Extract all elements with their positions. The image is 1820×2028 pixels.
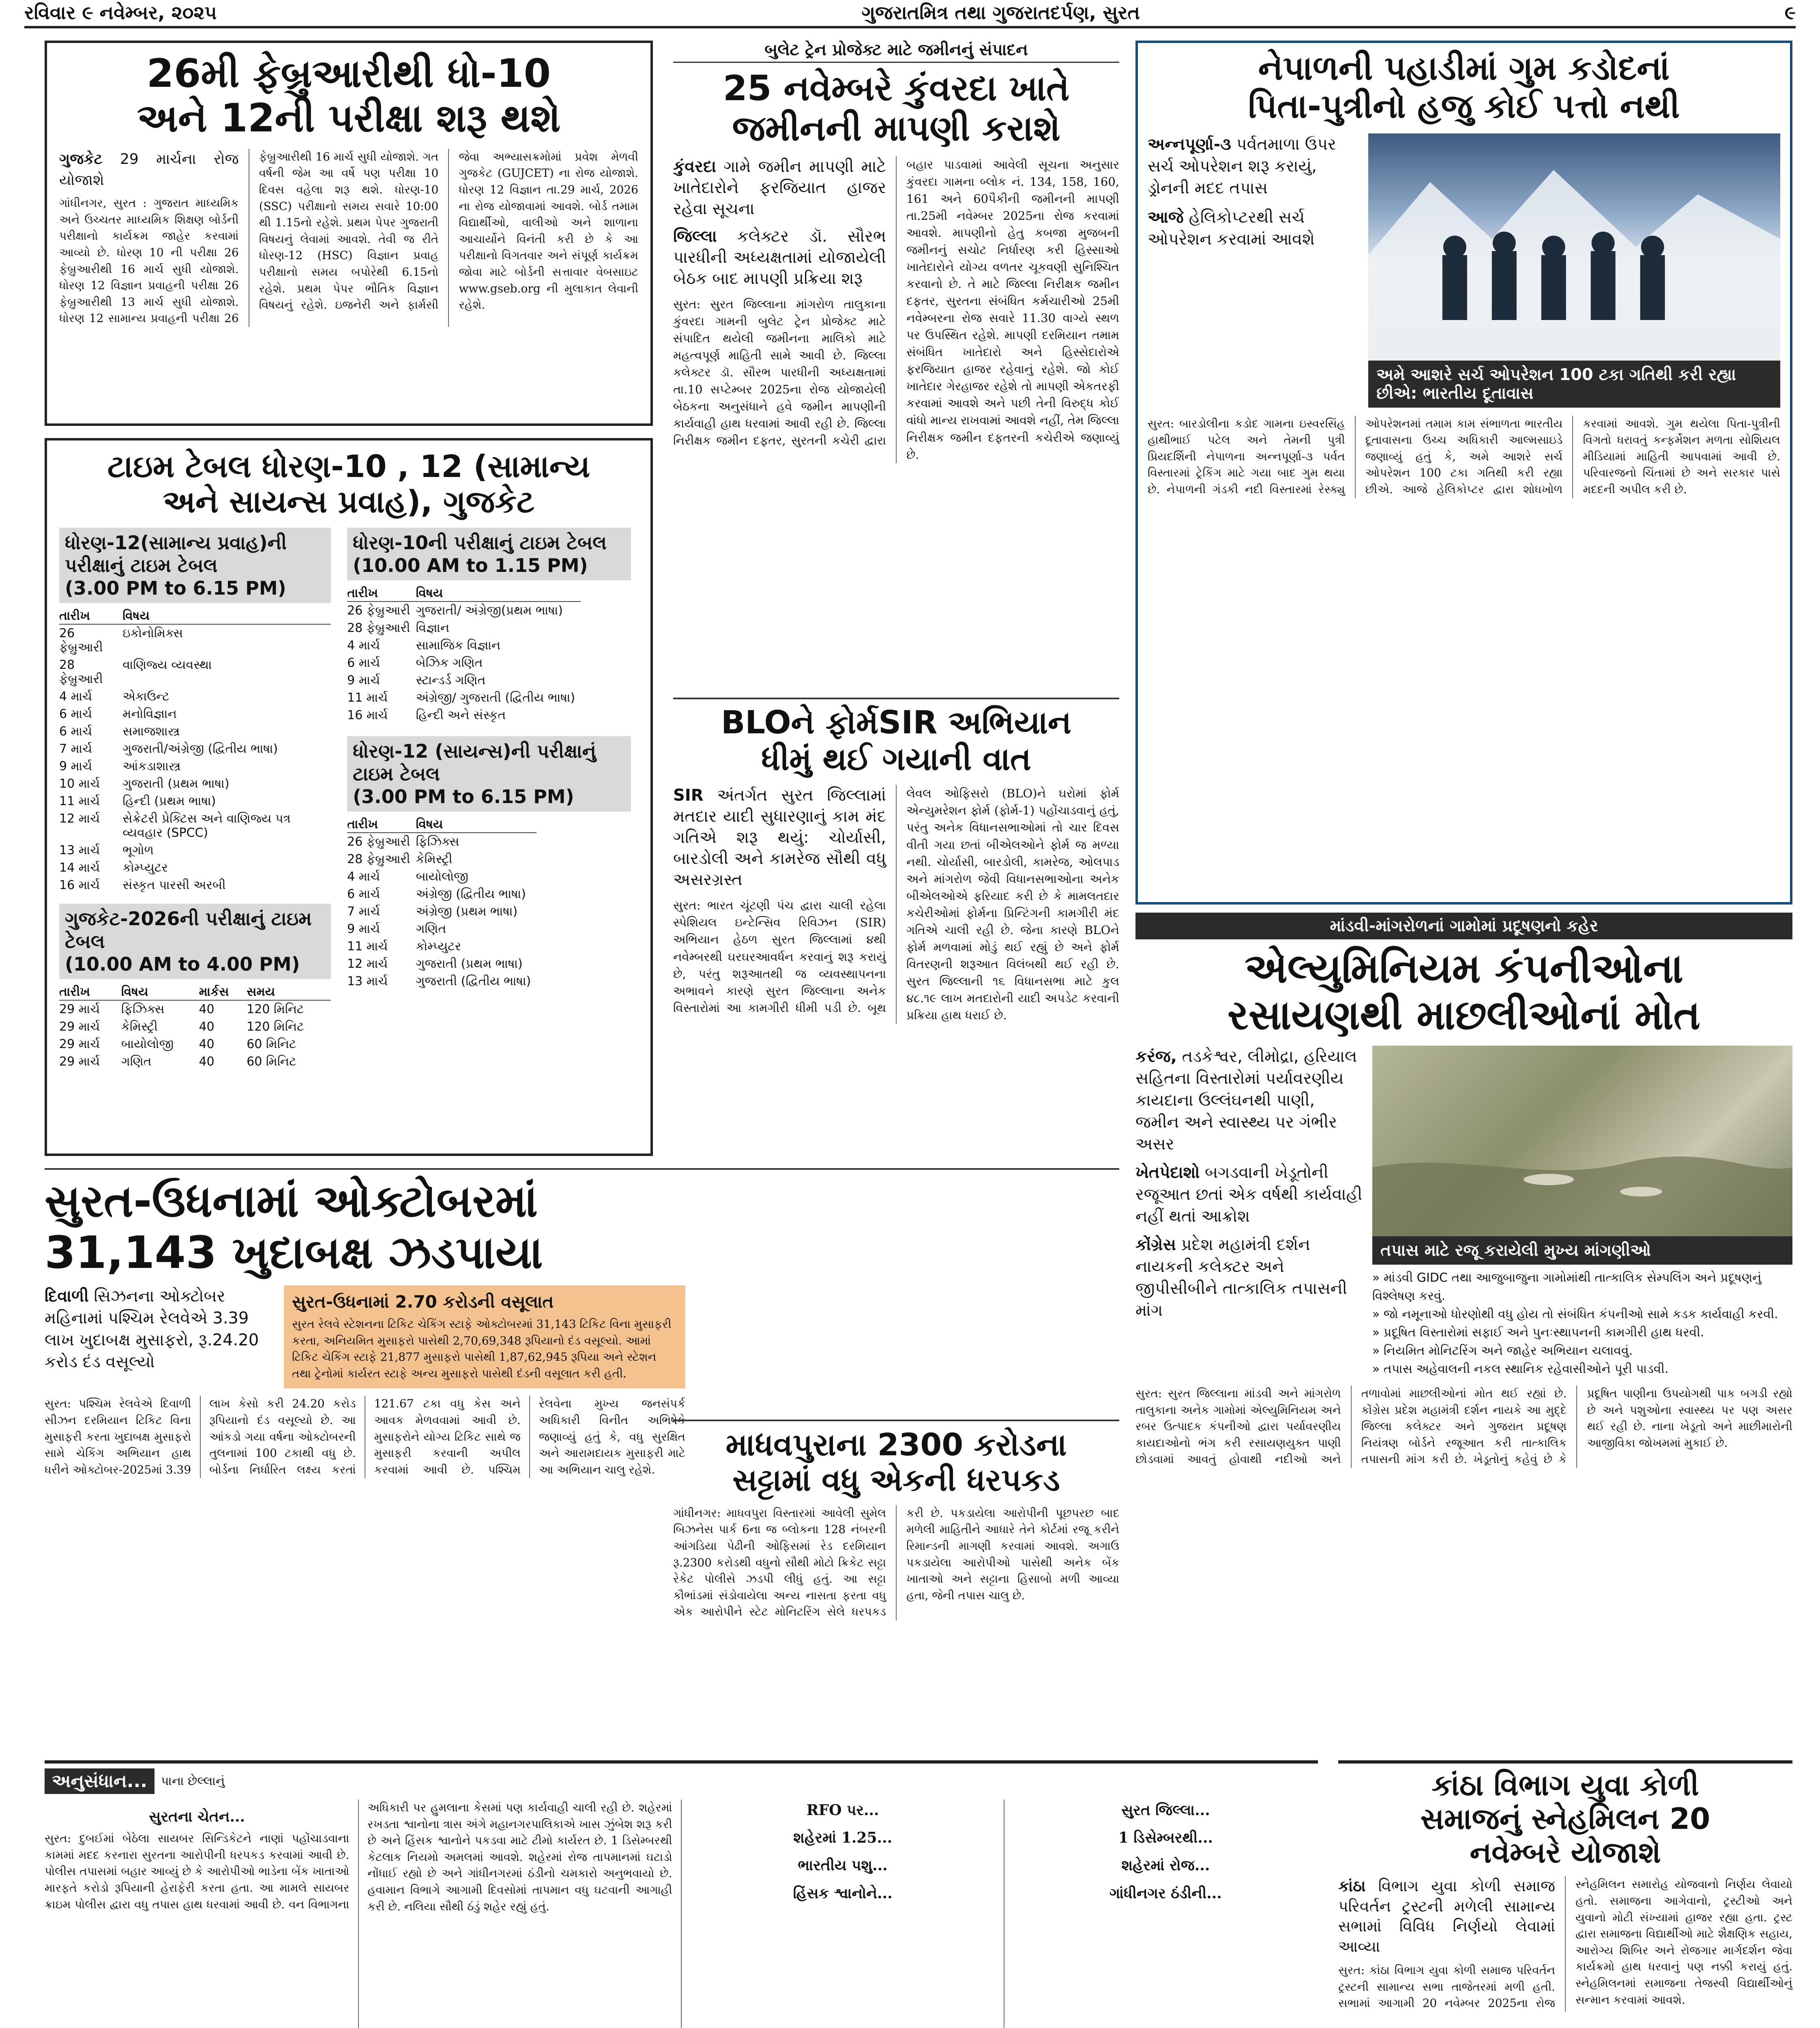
table-row <box>59 624 331 656</box>
udhna-headline-2: 31,143 ખુદાબક્ષ ઝડપાયા <box>45 1226 543 1278</box>
table-cell: 28 ફેબ્રુઆરી <box>347 852 410 866</box>
table-cell: ગુજરાતી/ અંગ્રેજી(પ્રથમ ભાષા) <box>416 603 563 618</box>
table-cell: 13 માર્ચ <box>347 974 388 988</box>
table-cell: 4 માર્ચ <box>347 638 380 653</box>
list-item: » માંડવી GIDC તથા આજુબાજુના ગામોમાંથી તાત્કાલિક સેમ્પલિંગ અને પ્રદૂષણનું વિશ્લેષણ કરવું. <box>1372 1271 1762 1303</box>
udhna-body: સુરત: પશ્ચિમ રેલવેએ દિવાળી સીઝન દરમિયાન ટિકિટ વિના મુસાફરી કરતા ખુદાબક્ષ મુસાફરો સામે ચેકિંગ અભિયાન હાથ ધરીને ઓક્ટોબર-2025માં 3.39 લાખ કેસો કરી 24.20 કરોડ રૂપિયાનો દંડ વસૂલ્યો છે. આ આંકડો ગયા વર્ષના ઓક્ટોબરની તુલનામાં 100 ટકાથી વધુ છે. બોર્ડના નિર્ધારિત લક્ષ્ય કરતાં 121.67 ટકા વધુ કેસ અને આવક મેળવવામાં આવી છે. મુસાફરોને યોગ્ય ટિકિટ સાથે જ મુસાફરી કરવાની અપીલ કરવામાં આવી છે. પશ્ચિમ રેલવેના મુખ્ય જનસંપર્ક અધિકારી વિનીત અભિષેકે જણાવ્યું હતું કે, વધુ સુરક્ષિત અને આરામદાયક મુસાફરી માટે આ અભિયાન ચાલુ રહેશે. <box>45 1397 685 1476</box>
page-number: ૯ <box>1784 2 1796 24</box>
nepal-photo-wrap <box>1368 133 1780 408</box>
madhavpura-headline-1: માધવપુરાના 2300 કરોડના <box>725 1426 1067 1463</box>
blo-headline-1: BLOને ફોર્મSIR અભિયાન <box>721 705 1072 741</box>
aluminium-headline-2: રસાયણથી માછલીઓનાં મોત <box>1228 991 1700 1039</box>
table-row <box>347 885 537 903</box>
table-row <box>347 851 537 868</box>
table-cell: વિજ્ઞાન <box>416 621 450 635</box>
polluted-water-illustration <box>1372 1046 1792 1236</box>
koli-story <box>1338 1760 1792 2028</box>
col-time: સમય <box>247 984 331 1000</box>
table-cell: 28 ફેબ્રુઆરી <box>59 657 103 686</box>
udhna-box-text: સુરત રેલવે સ્ટેશનના ટિકિટ ચેકિંગ સ્ટાફે ઓક્ટોબરમાં 31,143 ટિકિટ વિના મુસાફરી કરતા, અનિયમિત મુસાફરો પાસેથી 2,70,69,348 રૂપિયાનો દંડ વસૂલ્યો. આમાં ટિકિટ ચેકિંગ સ્ટાફે 21,877 મુસાફરો પાસેથી 1,87,62,945 રૂપિયા અને સ્ટેશન તથા ટ્રેનોમાં કાર્યરત સ્ટાફે અન્ય મુસાફરો પાસેથી દંડની વસૂલાત કરી હતી. <box>292 1317 672 1380</box>
bullet-kicker: બુલેટ ટ્રેન પ્રોજેક્ટ માટે જમીનનું સંપાદન <box>673 41 1119 63</box>
page-header <box>24 0 1796 28</box>
table-cell: 120 મિનિટ <box>247 1002 304 1016</box>
table-row <box>347 619 581 637</box>
table-cell: 4 માર્ચ <box>59 689 92 704</box>
col-date: તારીખ <box>59 608 122 624</box>
table-cell: અંગ્રેજી/ ગુજરાતી (દ્વિતીય ભાષા) <box>416 690 575 705</box>
table-row <box>347 903 537 920</box>
koli-lead: કાંઠા વિભાગ યુવા કોળી સમાજ પરિવર્તન ટ્રસ્ટની મળેલી સામાન્ય સભામાં વિવિધ નિર્ણયો લેવામાં આવ્યા <box>1338 1877 1555 1955</box>
bullet-headline-2: જમીનની માપણી કરાશે <box>732 108 1060 149</box>
koli-body-wrap <box>1338 1876 1792 2011</box>
std10-header <box>347 528 631 580</box>
table-cell: સ્ટાન્ડર્ડ ગણિત <box>416 673 486 687</box>
cont-section-6: સુરત જિલ્લા... <box>1121 1802 1210 1819</box>
list-item: » જો નમૂનાઓ ધોરણોથી વધુ હોય તો સંબંધિત કંપનીઓ સામે કડક કાર્યવાહી કરવી. <box>1372 1307 1778 1321</box>
continuation-body-wrap <box>45 1800 1318 2028</box>
table-cell: 11 માર્ચ <box>347 690 388 705</box>
std10-table <box>347 585 581 724</box>
col-date: તારીખ <box>347 816 416 833</box>
timetable-box <box>45 438 653 1156</box>
col-date: તારીખ <box>347 585 416 602</box>
table-row <box>59 877 331 894</box>
table-cell: 16 માર્ચ <box>347 708 388 722</box>
table-cell: 7 માર્ચ <box>59 741 92 756</box>
table-cell: 26 ફેબ્રુઆરી <box>347 834 410 849</box>
continuation-body: સુરત: દુબઈમાં બેઠેલા સાયબર સિન્ડિકેટને નાણાં પહોંચાડવાના કામમાં મદદ કરનારા સુરતના આરોપીની ધરપકડ કરવામાં આવી છે. પોલીસ તપાસમાં બહાર આવ્યું છે કે આરોપીઓ ભાડેના બેંક ખાતાઓ મારફતે કરોડો રૂપિયાની હેરાફેરી કરતા હતા. આ મામલે સાયબર ક્રાઇમ પોલીસ દ્વારા વધુ તપાસ હાથ ધરવામાં આવી છે. વન વિભાગના અધિકારી પર હુમલાના કેસમાં પણ કાર્યવાહી ચાલી રહી છે. શહેરમાં રખડતા શ્વાનોના ત્રાસ અંગે મહાનગરપાલિકાએ ખાસ ઝુંબેશ શરૂ કરી છે અને હિંસક શ્વાનોને પકડવા માટે ટીમો કાર્યરત છે. 1 ડિસેમ્બરથી કેટલાક નિયમો અમલમાં આવશે. શહેરમાં રોજ તાપમાનમાં ઘટાડો નોંધાઈ રહ્યો છે અને ગાંધીનગરમાં ઠંડીનો ચમકારો અનુભવાયો છે. હવામાન વિભાગે આગામી દિવસોમાં તાપમાન વધુ ઘટવાની આગાહી કરી છે. નલિયા સૌથી ઠંડું શહેર રહ્યું હતું. <box>45 1801 672 1913</box>
table-row <box>347 973 537 990</box>
table-cell: 12 માર્ચ <box>59 811 100 826</box>
table-cell: 28 ફેબ્રુઆરી <box>347 621 410 635</box>
cont-section-4: ભારતીય પશુ... <box>798 1857 888 1874</box>
continuation-header <box>45 1768 1318 1794</box>
std12-general-table <box>59 608 331 894</box>
gujcet-title: ગુજકેટ-2026ની પરીક્ષાનું ટાઇમ ટેબલ <box>65 907 312 952</box>
madhav-placeholder-gap <box>698 1285 1119 1388</box>
continuation-section <box>45 1760 1318 2028</box>
std12-general-time: (3.00 PM to 6.15 PM) <box>65 577 286 599</box>
col-marks: માર્કસ <box>199 984 247 1000</box>
rescue-team-illustration <box>1368 133 1780 361</box>
cont-section-8: શહેરમાં રોજ... <box>1121 1857 1210 1874</box>
table-cell: વાણિજ્ય વ્યવસ્થા <box>122 657 212 672</box>
table-row <box>347 654 581 672</box>
dead-fish-photo <box>1372 1046 1792 1236</box>
table-row <box>59 1000 331 1018</box>
table-cell: સેક્રેટરી પ્રેક્ટિસ અને વાણિજ્ય પત્ર વ્યવહાર (SPCC) <box>122 811 291 840</box>
gujcet-time: (10.00 AM to 4.00 PM) <box>65 953 300 975</box>
table-cell: ભૂગોળ <box>122 843 154 857</box>
table-cell: 40 <box>199 1037 215 1051</box>
cont-section-5: હિંસક શ્વાનોને... <box>793 1884 893 1902</box>
table-cell: 29 માર્ચ <box>59 1037 100 1051</box>
std10-title: ધોરણ-10ની પરીક્ષાનું ટાઇમ ટેબલ <box>353 531 607 554</box>
nepal-leads <box>1148 133 1359 408</box>
std10-time: (10.00 AM to 1.15 PM) <box>353 554 588 576</box>
table-row <box>59 810 331 842</box>
nepal-headline-2: પિતા-પુત્રીનો હજુ કોઈ પત્તો નથી <box>1248 87 1680 126</box>
demands-list <box>1372 1269 1792 1378</box>
table-row <box>59 740 331 758</box>
table-cell: 14 માર્ચ <box>59 860 100 875</box>
timetable-right-col <box>347 528 631 1070</box>
madhavpura-body: ગાંધીનગર: માધવપુરા વિસ્તારમાં આવેલી સુમેલ બિઝનેસ પાર્ક 6ના જ બ્લોકના 128 નંબરની આંગડિયા પેઢીની ઓફિસમાં રેડ દરમિયાન રૂ.2300 કરોડથી વધુનો સૌથી મોટો ક્રિકેટ સટ્ટા રેકેટ પોલીસે ઝડપી લીધું હતું. આ સટ્ટા કૌભાંડમાં સંડોવાયેલા અન્ય નાસતા ફરતા વધુ એક આરોપીને સ્ટેટ મોનિટરિંગ સેલે ધરપકડ કરી છે. પકડાયેલા આરોપીની પૂછપરછ બાદ મળેલી માહિતીને આધારે તેને કોર્ટમાં રજૂ કરીને રિમાન્ડની માગણી કરવામાં આવશે. અગાઉ પકડાયેલા આરોપીઓ પાસેથી અનેક બેંક ખાતાઓ અને સટ્ટાના હિસાબો મળી આવ્યા હતા, જેની તપાસ ચાલુ છે. <box>673 1506 1119 1619</box>
gujcet-header <box>59 904 331 979</box>
koli-headline-1: કાંઠા વિભાગ યુવા કોળી <box>1432 1768 1699 1802</box>
table-cell: બાયોલોજી <box>121 1037 174 1051</box>
udhna-top-row <box>45 1285 1119 1388</box>
cont-section-1: સુરતના ચેતન... <box>149 1808 245 1825</box>
table-cell: 9 માર્ચ <box>347 673 380 687</box>
aluminium-headline-1: એલ્યુમિનિયમ કંપનીઓના <box>1245 945 1683 992</box>
aluminium-kicker: માંડવી-માંગરોળનાં ગામોમાં પ્રદૂષણનો કહેર <box>1135 913 1792 939</box>
bullet-lead-2: જિલ્લા કલેક્ટર ડૉ. સૌરભ પારધીની અધ્યક્ષતામાં યોજાયેલી બેઠક બાદ માપણી પ્રક્રિયા શરૂ <box>673 227 886 288</box>
col-subject: વિષય <box>416 816 537 833</box>
aluminium-lead: કરંજ, તડકેશ્વર, લીમોદ્રા, હરિયાલ સહિતના વિસ્તારોમાં પર્યાવરણીય કાયદાના ઉલ્લંઘનથી પાણી, જમીન અને સ્વાસ્થ્ય પર ગંભીર અસર <box>1135 1047 1357 1154</box>
nepal-lead: અન્નપૂર્ણા-૩ પર્વતમાળા ઉપર સર્ચ ઓપરેશન શરૂ કરાયું, ડ્રોનની મદદ તપાસ <box>1148 135 1336 198</box>
table-cell: 4 માર્ચ <box>347 869 380 884</box>
table-row <box>59 1035 331 1053</box>
table-row <box>59 1018 331 1035</box>
exam-lead: ગુજકેટ 29 માર્ચના રોજ યોજાશે <box>59 150 239 189</box>
table-row <box>59 775 331 793</box>
table-cell: ગણિત <box>416 922 446 936</box>
table-row <box>347 955 537 973</box>
nepal-lead-2: આજે હેલિકોપ્ટરથી સર્ચ ઓપરેશન કરવામાં આવશે <box>1148 208 1315 249</box>
std12-general-title: ધોરણ-12(સામાન્ય પ્રવાહ)ની પરીક્ષાનું ટાઇમ ટેબલ <box>65 531 287 576</box>
table-cell: અંગ્રેજી (પ્રથમ ભાષા) <box>416 904 518 919</box>
table-cell: 40 <box>199 1019 215 1034</box>
timetable-title-1: ટાઇમ ટેબલ ધોરણ-10 , 12 (સામાન્ય <box>107 448 590 484</box>
udhna-lead: દિવાળી સિઝનના ઓક્ટોબર મહિનામાં પશ્ચિમ રેલવેએ 3.39 લાખ ખુદાબક્ષ મુસાફરો, રૂ.24.20 કરોડ દંડ વસૂલ્યો <box>45 1287 259 1371</box>
table-cell: 6 માર્ચ <box>347 655 380 670</box>
table-row <box>347 689 581 707</box>
table-cell: એકાઉન્ટ <box>122 689 170 704</box>
list-item: » પ્રદૂષિત વિસ્તારોમાં સફાઈ અને પુનઃસ્થાપનની કામગીરી હાથ ધરવી. <box>1372 1326 1704 1340</box>
table-cell: 26 ફેબ્રુઆરી <box>347 603 410 618</box>
exam-body-wrap <box>59 149 638 327</box>
table-cell: 120 મિનિટ <box>247 1019 304 1034</box>
table-row <box>347 707 581 724</box>
cont-section-2: RFO પર... <box>806 1802 879 1819</box>
timetable-left-col <box>59 528 331 1070</box>
list-item: » તપાસ અહેવાલની નકલ સ્થાનિક રહેવાસીઓને પૂરી પાડવી. <box>1372 1362 1669 1376</box>
nepal-photo-caption: અમે આશરે સર્ચ ઓપરેશન 100 ટકા ગતિથી કરી રહ્યા છીએ: ભારતીય દૂતાવાસ <box>1368 361 1780 408</box>
table-cell: 60 મિનિટ <box>247 1037 296 1051</box>
table-cell: સામાજિક વિજ્ઞાન <box>416 638 501 653</box>
table-cell: 11 માર્ચ <box>59 794 100 808</box>
table-row <box>347 637 581 654</box>
table-cell: 6 માર્ચ <box>59 724 92 739</box>
table-cell: સમાજશાસ્ત્ર <box>122 724 180 739</box>
nepal-story <box>1135 41 1792 904</box>
table-row <box>347 938 537 955</box>
table-cell: કોમ્પ્યુટર <box>122 860 168 875</box>
udhna-headline-1: સુરત-ઉધનામાં ઓક્ટોબરમાં <box>45 1175 538 1227</box>
table-cell: ગુજરાતી (પ્રથમ ભાષા) <box>122 776 230 791</box>
table-cell: કોમ્પ્યુટર <box>416 939 461 954</box>
nepal-rescue-photo <box>1368 133 1780 361</box>
blo-lead: SIR અંતર્ગત સુરત જિલ્લામાં મતદાર યાદી સુધારણાનું કામ મંદ ગતિએ શરૂ થયું: ચોર્યાસી, બારડોલી અને કામરેજ સૌથી વધુ અસરગ્રસ્ત <box>673 786 886 889</box>
exam-headline-1: 26મી ફેબ્રુઆરીથી ધો-10 <box>146 51 551 96</box>
table-cell: 29 માર્ચ <box>59 1002 100 1016</box>
std12-general-header <box>59 528 331 603</box>
bullet-headline-1: 25 નવેમ્બરે કુંવરદા ખાતે <box>723 68 1070 109</box>
table-cell: કેમિસ્ટ્રી <box>416 852 453 866</box>
exam-body: ગાંધીનગર, સુરત : ગુજરાત માધ્યમિક અને ઉચ્ચતર માધ્યમિક શિક્ષણ બોર્ડની પરીક્ષાનો કાર્યક્રમ જાહેર કરવામાં આવ્યો છે. ધોરણ 10 ની પરીક્ષા 26 ફેબ્રુઆરીથી 16 માર્ચ સુધી યોજાશે. ધોરણ 12 વિજ્ઞાન પ્રવાહની પરીક્ષા 26 ફેબ્રુઆરીથી 13 માર્ચ સુધી યોજાશે. ધોરણ 12 સામાન્ય પ્રવાહની પરીક્ષા 26 ફેબ્રુઆરીથી 16 માર્ચ સુધી યોજાશે. ગત વર્ષની જેમ આ વર્ષે પણ પરીક્ષા 10 દિવસ વહેલા શરૂ થશે. ધોરણ-10 (SSC) પરીક્ષાનો સમય સવારે 10:00 થી 1.15નો રહેશે. પ્રથમ પેપર ગુજરાતી વિષયનું લેવામાં આવશે. તેવી જ રીતે ધોરણ-12 (HSC) વિજ્ઞાન પ્રવાહ પરીક્ષાનો સમય બપોરેથી 6.15નો રહેશે. પ્રથમ પેપર ભૌતિક વિજ્ઞાન વિષયનું રહેશે. ઇજનેરી અને ફાર્મસી જેવા અભ્યાસક્રમોમાં પ્રવેશ મેળવી ગુજકેટ (GUJCET) ના રોજ યોજાશે. ધોરણ 12 વિજ્ઞાન તા.29 માર્ચ, 2026 ના રોજ યોજાવામાં આવશે. બોર્ડ તમામ વિદ્યાર્થીઓ, વાલીઓ અને શાળાના આચાર્યોને વિનંતી કરી છે કે આ પરીક્ષાનો વિગતવાર અને સંપૂર્ણ કાર્યક્રમ જોવા માટે બોર્ડની સત્તાવાર વેબસાઇટ www.gseb.org ની મુલાકાત લેવાની રહેશે. <box>59 150 638 325</box>
madhavpura-headline-2: સટ્ટામાં વધુ એકની ધરપકડ <box>732 1462 1060 1498</box>
table-cell: 29 માર્ચ <box>59 1054 100 1069</box>
table-row <box>59 1053 331 1070</box>
cont-section-9: ગાંધીનગર ઠંડીની... <box>1109 1884 1222 1902</box>
udhna-highlight-box <box>284 1285 685 1388</box>
blo-body: સુરત: ભારત ચૂંટણી પંચ દ્વારા ચાલી રહેલા સ્પેશિયલ ઇન્ટેન્સિવ રિવિઝન (SIR) અભિયાન હેઠળ સુરત જિલ્લામાં ૪થી નવેમ્બરથી ઘરઘરઆવર્ધન કરવાનું શરૂ કરાયું છે, પરંતુ શરૂઆતથી જ વ્યવસ્થાપનના અભાવને કારણે સુરત જિલ્લાના અનેક વિસ્તારોમાં આ કામગીરી ધીમી પડી છે. બૂથ લેવલ ઓફિસરો (BLO)ને ઘરોમાં ફોર્મ એન્યુમરેશન ફોર્મ (ફોર્મ-1) પહોંચાડવાનું હતું, પરંતુ અનેક વિધાનસભાઓમાં તો ચાર દિવસ વીતી ગયા છતાં બીએલઓને ફોર્મ જ મળ્યા નથી. ચોર્યાસી, બારડોલી, કામરેજ, ઓલપાડ અને માંગરોળ જેવી વિધાનસભાઓના અનેક બીએલઓએ ફરિયાદ કરી છે કે મામલતદાર કચેરીઓમાં ફોર્મના પ્રિન્ટિંગની કામગીરી મંદ ગતિએ ચાલી રહી છે. જેના કારણે BLOને ફોર્મ મળવામાં મોડું થઈ રહ્યું છે અને ફોર્મ વિતરણની શરૂઆત વિલંબથી થઈ રહી છે. સુરત જિલ્લાની ૧૬ વિધાનસભા માટે કુલ ૪૮.૧૯ લાખ મતદારોની યાદી અપડેટ કરવાની પ્રક્રિયા હાથ ધરાઈ છે. <box>673 786 1119 1022</box>
koli-headline-2: સમાજનું સ્નેહમિલન 20 <box>1420 1801 1711 1836</box>
aluminium-leads <box>1135 1046 1363 1378</box>
table-row <box>59 705 331 723</box>
table-cell: 9 માર્ચ <box>347 922 380 936</box>
exam-headline-2: અને 12ની પરીક્ષા શરૂ થશે <box>137 95 561 141</box>
std12-science-time: (3.00 PM to 6.15 PM) <box>353 785 574 808</box>
table-cell: 13 માર્ચ <box>59 843 100 857</box>
list-item: » નિયમિત મોનિટરિંગ અને જાહેર અભિયાન ચલાવવું. <box>1372 1344 1633 1358</box>
table-cell: હિન્દી અને સંસ્કૃત <box>416 708 506 722</box>
cont-section-3: શહેરમાં 1.25... <box>793 1829 893 1847</box>
table-cell: ફિઝિક્સ <box>121 1002 165 1016</box>
aluminium-top-row <box>1135 1046 1792 1378</box>
col-date: તારીખ <box>59 984 121 1000</box>
demands-title: તપાસ માટે રજૂ કરાયેલી મુખ્ય માંગણીઓ <box>1372 1236 1792 1265</box>
gujcet-table <box>59 984 331 1070</box>
std12-science-header <box>347 736 631 812</box>
std12-science-title: ધોરણ-12 (સાયન્સ)ની પરીક્ષાનું ટાઇમ ટેબલ <box>353 740 596 785</box>
table-cell: 40 <box>199 1054 215 1069</box>
continuation-label: અનુસંધાન... <box>45 1768 155 1794</box>
table-row <box>59 859 331 877</box>
aluminium-lead-3: કોંગ્રેસ પ્રદેશ મહામંત્રી દર્શન નાયકની કલેક્ટર અને જીપીસીબીને તાત્કાલિક તપાસની માંગ <box>1135 1235 1347 1320</box>
table-cell: 7 માર્ચ <box>347 904 380 919</box>
col-subject: વિષય <box>416 585 581 602</box>
table-cell: 12 માર્ચ <box>347 956 388 971</box>
table-row <box>347 672 581 689</box>
table-row <box>347 868 537 885</box>
table-row <box>347 833 537 851</box>
nepal-body: સુરત: બારડોલીના કડોદ ગામના ઇસ્વરસિંહ હાથીભાઈ પટેલ અને તેમની પુત્રી પ્રિયદર્શિની નેપાળના અન્નપૂર્ણા-૩ પર્વત વિસ્તારમાં ટ્રેકિંગ માટે ગયા બાદ ગુમ થયા છે. નેપાળની ગંડકી નદી વિસ્તારમાં રેસ્ક્યુ ઓપરેશનમાં તમામ કામ સંભાળતા ભારતીય દૂતાવાસના ઉચ્ચ અધિકારી આલ્મસાઇડે જણાવ્યું હતું કે, અમે આશરે સર્ચ ઓપરેશન 100 ટકા ગતિથી કરી રહ્યા છીએ. આજે હેલિકોપ્ટર દ્વારા શોધખોળ કરવામાં આવશે. ગુમ થયેલા પિતા-પુત્રીની વિગતો ધરાવતું કન્ફર્મેશન મળતા સોશિયલ મીડિયામાં માહિતી આપવામાં આવી છે. પરિવારજનો ચિંતામાં છે અને સરકાર પાસે મદદની અપીલ કરી છે. <box>1148 417 1780 496</box>
udhna-box-title: સુરત-ઉધનામાં 2.70 કરોડની વસૂલાત <box>292 1292 554 1312</box>
cont-section-7: 1 ડિસેમ્બરથી... <box>1118 1829 1213 1847</box>
table-cell: ફિઝિક્સ <box>416 834 459 849</box>
table-cell: 11 માર્ચ <box>347 939 388 954</box>
table-cell: ગુજરાતી (પ્રથમ ભાષા) <box>416 956 523 971</box>
koli-body: સુરત: કાંઠા વિભાગ યુવા કોળી સમાજ પરિવર્તન ટ્રસ્ટની સામાન્ય સભા તાજેતરમાં મળી હતી. સભામાં આગામી 20 નવેમ્બર 2025ના રોજ સ્નેહમિલન સમારોહ યોજવાનો નિર્ણય લેવાયો હતો. સમાજના આગેવાનો, ટ્રસ્ટીઓ અને યુવાનો મોટી સંખ્યામાં હાજર રહ્યા હતા. ટ્રસ્ટ દ્વારા સમાજના વિદ્યાર્થીઓ માટે શૈક્ષણિક સહાય, આરોગ્ય શિબિર અને રોજગાર માર્ગદર્શન જેવા કાર્યક્રમો હાથ ધરવાનું પણ નક્કી કરાયું હતું. સ્નેહમિલનમાં સમાજના તેજસ્વી વિદ્યાર્થીઓનું સન્માન કરવામાં આવશે. <box>1338 1878 1792 2010</box>
paper-name: ગુજરાતમિત્ર તથા ગુજરાતદર્પણ, સુરત <box>861 2 1140 24</box>
table-row <box>59 688 331 705</box>
table-cell: ગણિત <box>121 1054 152 1069</box>
exam-story <box>45 41 653 426</box>
bullet-lead: કુંવરદા ગામે જમીન માપણી માટે ખાતેદારોને ફરજિયાત હાજર રહેવા સૂચના <box>673 157 886 218</box>
blo-headline-2: ધીમું થઈ ગયાની વાત <box>761 741 1031 778</box>
koli-headline-3: નવેમ્બરે યોજાશે <box>1470 1835 1661 1869</box>
table-row <box>347 920 537 938</box>
continuation-sub: પાના છેલ્લાનું <box>161 1774 225 1788</box>
issue-date: રવિવાર ૯ નવેમ્બર, ૨૦૨૫ <box>24 2 217 24</box>
table-row <box>59 758 331 775</box>
table-row <box>59 793 331 810</box>
table-row <box>59 723 331 740</box>
col-subject: વિષય <box>121 984 199 1000</box>
table-cell: 29 માર્ચ <box>59 1019 100 1034</box>
table-cell: હિન્દી (પ્રથમ ભાષા) <box>122 794 216 808</box>
bullet-body: સુરત: સુરત જિલ્લાના માંગરોળ તાલુકાના કુંવરદા ગામની બુલેટ ટ્રેન પ્રોજેક્ટ માટે સંપાદિત થયેલી જમીનના માલિકો માટે મહત્વપૂર્ણ માહિતી સામે આવી છે. જિલ્લા કલેક્ટર ડૉ. સૌરભ પારધીની અધ્યક્ષતામાં તા.10 સપ્ટેમ્બર 2025ના રોજ યોજાયેલી બેઠકના અનુસંધાને હવે જમીન માપણીની કાર્યવાહી હાથ ધરવામાં આવી રહી છે. જિલ્લા નિરીક્ષક જમીન દફતર, સુરતની કચેરી દ્વારા બહાર પાડવામાં આવેલી સૂચના અનુસાર કુંવરદા ગામના બ્લોક નં. 134, 158, 160, 161 અને 60પૈકીની જમીનની માપણી તા.25મી નવેમ્બર 2025ના રોજ કરવામાં આવશે. માપણીનો હેતુ કબજા મુજબની જમીનનું સચોટ નિર્ધારણ કરી હિસ્સાઓ ખાતેદારોને યોગ્ય વળતર ચૂકવણી સુનિશ્ચિત કરવાનો છે. તે માટે જિલ્લા નિરીક્ષક જમીન દફતર, સુરતના સંબંધિત કર્મચારીઓ 25મી નવેમ્બરના રોજ સવારે 11.30 વાગ્યે સ્થળ પર ઉપસ્થિત રહેશે. માપણી દરમિયાન તમામ સંબંધિત ખાતેદારો અને હિસ્સેદારોએ ફરજિયાત હાજર રહેવાનું રહેશે. જો કોઈ ખાતેદાર ગેરહાજર રહેશે તો માપણી એકતરફી કરવામાં આવશે અને પછી તેની વિરુદ્ધ કોઈ વાંધો માન્ય રાખવામાં આવશે નહીં, તેમ જિલ્લા નિરીક્ષક જમીન દફતરની કચેરીએ જણાવ્યું છે. <box>673 157 1119 462</box>
timetable-columns <box>59 528 638 1070</box>
table-cell: ઇકોનોમિક્સ <box>122 626 183 640</box>
aluminium-story <box>1135 913 1792 1744</box>
table-cell: 16 માર્ચ <box>59 878 100 892</box>
table-cell: બેઝિક ગણિત <box>416 655 483 670</box>
nepal-top-row <box>1148 133 1780 408</box>
nepal-headline-1: નેપાળની પહાડીમાં ગુમ કડોદનાં <box>1258 49 1670 88</box>
bullet-story <box>673 41 1119 690</box>
table-cell: 6 માર્ચ <box>59 707 92 721</box>
table-cell: આંકડાશાસ્ત્ર <box>122 759 181 773</box>
table-cell: 60 મિનિટ <box>247 1054 296 1069</box>
std12-science-table <box>347 816 537 990</box>
table-cell: મનોવિજ્ઞાન <box>122 707 177 721</box>
col-subject: વિષય <box>122 608 331 624</box>
blo-body-wrap <box>673 785 1119 1024</box>
bullet-body-wrap <box>673 156 1119 463</box>
table-cell: અંગ્રેજી (દ્વિતીય ભાષા) <box>416 887 526 901</box>
aluminium-lead-2: ખેતપેદાશો બગડવાની ખેડૂતોની રજૂઆત છતાં એક વર્ષથી કાર્યવાહી નહીં થતાં આક્રોશ <box>1135 1163 1363 1226</box>
table-cell: 10 માર્ચ <box>59 776 100 791</box>
table-cell: ગુજરાતી (દ્વિતીય ભાષા) <box>416 974 531 988</box>
timetable-title-2: અને સાયન્સ પ્રવાહ), ગુજકેટ <box>163 483 535 520</box>
table-row <box>59 656 331 688</box>
table-cell: 40 <box>199 1002 215 1016</box>
table-cell: બાયોલોજી <box>416 869 468 884</box>
aluminium-body: સુરત: સુરત જિલ્લાના માંડવી અને માંગરોળ તાલુકાના અનેક ગામોમાં એલ્યુમિનિયમ અને રબર ઉત્પાદક કંપનીઓ દ્વારા પર્યાવરણીય કાયદાઓનો ભંગ કરી રસાયણયુક્ત પાણી છોડવામાં આવતું હોવાથી નદીઓ અને તળાવોમાં માછલીઓનાં મોત થઈ રહ્યાં છે. કોંગ્રેસ પ્રદેશ મહામંત્રી દર્શન નાયકે આ મુદ્દે જિલ્લા કલેક્ટર અને ગુજરાત પ્રદૂષણ નિયંત્રણ બોર્ડને રજૂઆત કરી તાત્કાલિક તપાસની માંગ કરી છે. ખેડૂતોનું કહેવું છે કે પ્રદૂષિત પાણીના ઉપયોગથી પાક બગડી રહ્યો છે અને પશુઓના સ્વાસ્થ્ય પર પણ અસર થઈ રહી છે. નાના ખેડૂતો અને માછીમારોની આજીવિકા જોખમમાં મુકાઈ છે. <box>1135 1387 1792 1466</box>
table-cell: કેમિસ્ટ્રી <box>121 1019 158 1034</box>
table-cell: 9 માર્ચ <box>59 759 92 773</box>
table-cell: 6 માર્ચ <box>347 887 380 901</box>
table-cell: 26 ફેબ્રુઆરી <box>59 626 103 655</box>
table-row <box>347 602 581 619</box>
aluminium-right <box>1372 1046 1792 1378</box>
table-cell: સંસ્કૃત પારસી અરબી <box>122 878 226 892</box>
table-cell: ગુજરાતી/અંગ્રેજી (દ્વિતીય ભાષા) <box>122 741 278 756</box>
madhavpura-story <box>673 1420 1119 1744</box>
table-row <box>59 842 331 859</box>
